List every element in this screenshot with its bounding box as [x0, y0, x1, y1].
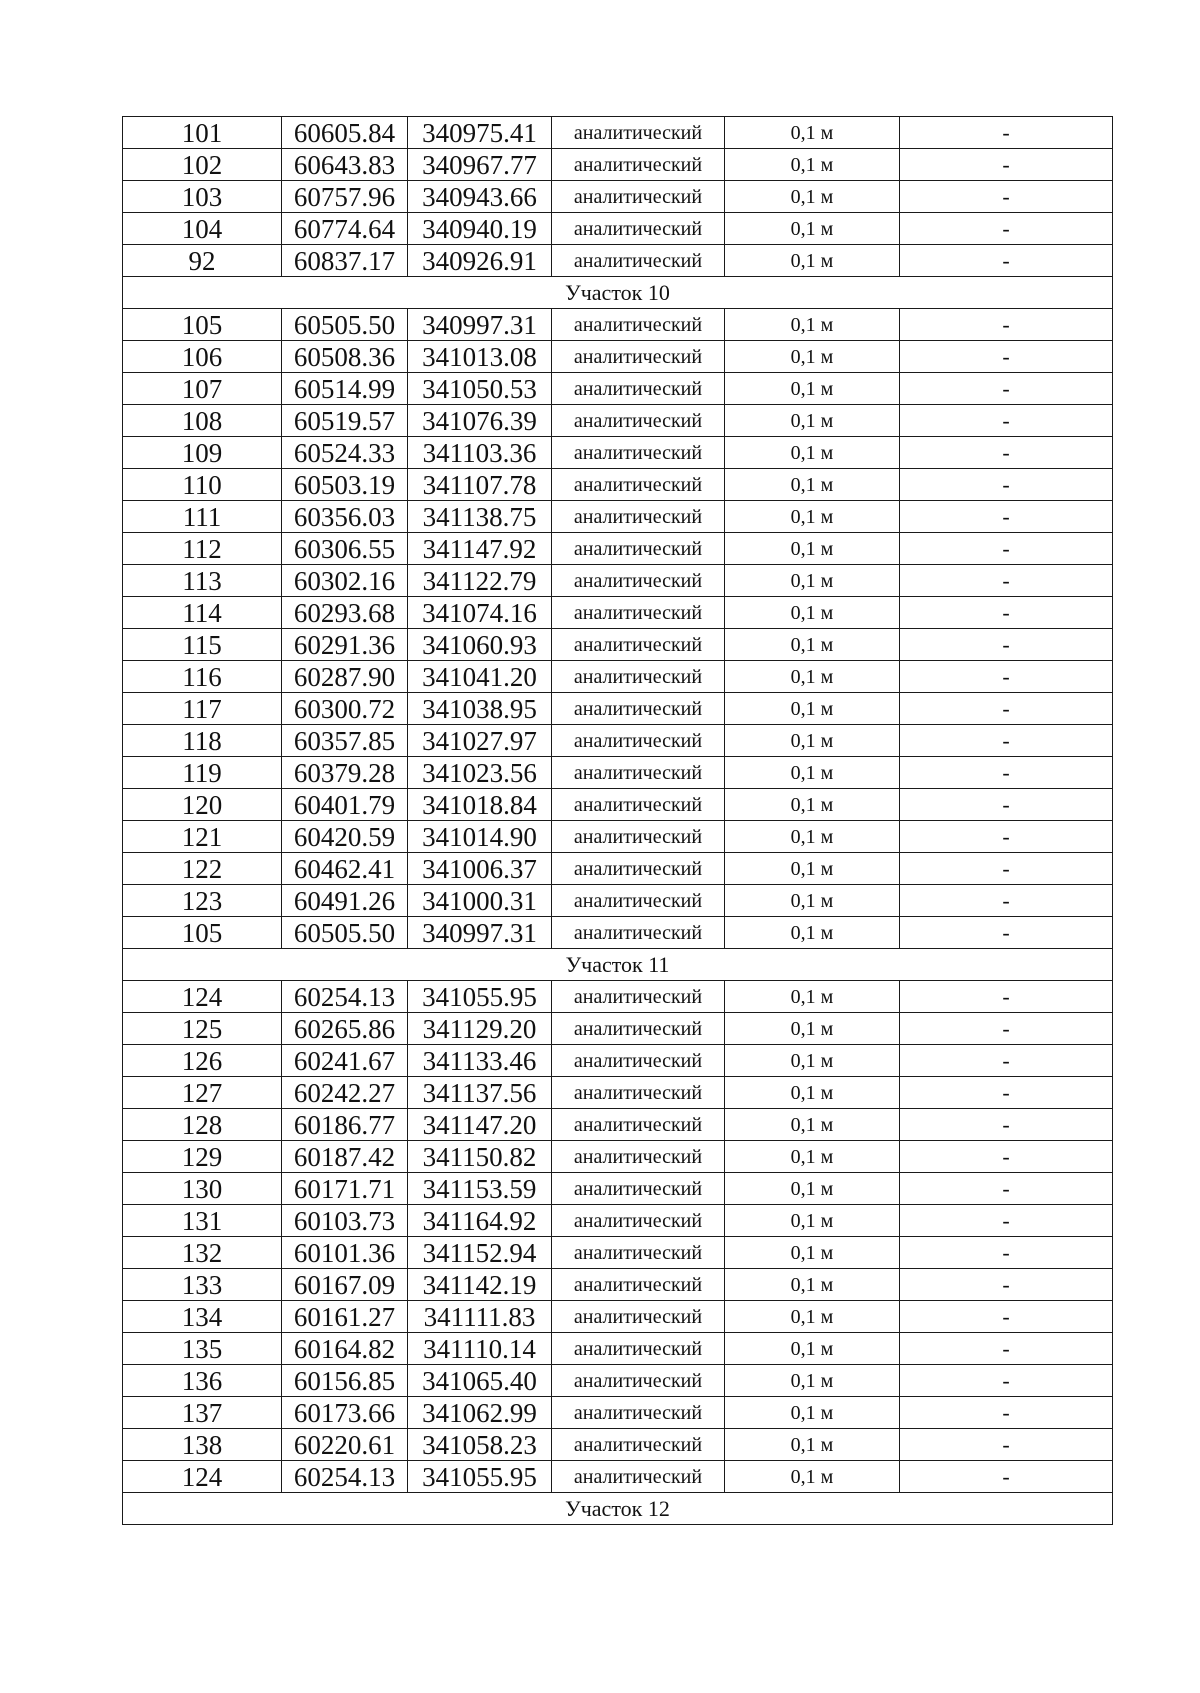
x-coordinate-cell: 60173.66 [282, 1397, 408, 1429]
accuracy-cell: 0,1 м [725, 1269, 900, 1301]
method-cell: аналитический [552, 693, 725, 725]
method-cell: аналитический [552, 1205, 725, 1237]
accuracy-cell: 0,1 м [725, 885, 900, 917]
x-coordinate-cell: 60293.68 [282, 597, 408, 629]
note-cell: - [900, 1301, 1113, 1333]
x-coordinate-cell: 60242.27 [282, 1077, 408, 1109]
table-row [123, 1173, 1113, 1205]
x-coordinate-cell: 60462.41 [282, 853, 408, 885]
note-cell: - [900, 1109, 1113, 1141]
y-coordinate-cell: 340940.19 [408, 213, 552, 245]
accuracy-cell: 0,1 м [725, 469, 900, 501]
point-number-cell: 103 [123, 181, 282, 213]
method-cell: аналитический [552, 1141, 725, 1173]
accuracy-cell: 0,1 м [725, 213, 900, 245]
table-row [123, 213, 1113, 245]
x-coordinate-cell: 60379.28 [282, 757, 408, 789]
method-cell: аналитический [552, 181, 725, 213]
point-number-cell: 125 [123, 1013, 282, 1045]
table-row [123, 1365, 1113, 1397]
y-coordinate-cell: 340943.66 [408, 181, 552, 213]
method-cell: аналитический [552, 565, 725, 597]
section-title: Участок 10 [123, 277, 1113, 309]
note-cell: - [900, 821, 1113, 853]
point-number-cell: 134 [123, 1301, 282, 1333]
method-cell: аналитический [552, 245, 725, 277]
note-cell: - [900, 853, 1113, 885]
table-row [123, 757, 1113, 789]
table-row [123, 629, 1113, 661]
x-coordinate-cell: 60774.64 [282, 213, 408, 245]
point-number-cell: 111 [123, 501, 282, 533]
table-row [123, 1269, 1113, 1301]
table-row [123, 1333, 1113, 1365]
accuracy-cell: 0,1 м [725, 309, 900, 341]
accuracy-cell: 0,1 м [725, 1205, 900, 1237]
point-number-cell: 105 [123, 917, 282, 949]
accuracy-cell: 0,1 м [725, 149, 900, 181]
table-row [123, 373, 1113, 405]
x-coordinate-cell: 60164.82 [282, 1333, 408, 1365]
note-cell: - [900, 117, 1113, 149]
accuracy-cell: 0,1 м [725, 629, 900, 661]
accuracy-cell: 0,1 м [725, 533, 900, 565]
point-number-cell: 135 [123, 1333, 282, 1365]
table-row [123, 1141, 1113, 1173]
y-coordinate-cell: 341103.36 [408, 437, 552, 469]
coordinates-table-body [123, 117, 1113, 1525]
x-coordinate-cell: 60420.59 [282, 821, 408, 853]
note-cell: - [900, 213, 1113, 245]
table-row [123, 981, 1113, 1013]
note-cell: - [900, 1333, 1113, 1365]
accuracy-cell: 0,1 м [725, 1077, 900, 1109]
note-cell: - [900, 725, 1113, 757]
x-coordinate-cell: 60519.57 [282, 405, 408, 437]
point-number-cell: 109 [123, 437, 282, 469]
point-number-cell: 120 [123, 789, 282, 821]
table-row [123, 501, 1113, 533]
accuracy-cell: 0,1 м [725, 1333, 900, 1365]
y-coordinate-cell: 340975.41 [408, 117, 552, 149]
x-coordinate-cell: 60503.19 [282, 469, 408, 501]
x-coordinate-cell: 60103.73 [282, 1205, 408, 1237]
accuracy-cell: 0,1 м [725, 1173, 900, 1205]
note-cell: - [900, 885, 1113, 917]
note-cell: - [900, 981, 1113, 1013]
method-cell: аналитический [552, 1013, 725, 1045]
method-cell: аналитический [552, 405, 725, 437]
note-cell: - [900, 501, 1113, 533]
x-coordinate-cell: 60187.42 [282, 1141, 408, 1173]
point-number-cell: 105 [123, 309, 282, 341]
method-cell: аналитический [552, 373, 725, 405]
point-number-cell: 121 [123, 821, 282, 853]
section-row [123, 277, 1113, 309]
accuracy-cell: 0,1 м [725, 725, 900, 757]
point-number-cell: 124 [123, 981, 282, 1013]
x-coordinate-cell: 60161.27 [282, 1301, 408, 1333]
note-cell: - [900, 341, 1113, 373]
x-coordinate-cell: 60643.83 [282, 149, 408, 181]
y-coordinate-cell: 341013.08 [408, 341, 552, 373]
y-coordinate-cell: 341111.83 [408, 1301, 552, 1333]
table-row [123, 149, 1113, 181]
accuracy-cell: 0,1 м [725, 117, 900, 149]
x-coordinate-cell: 60757.96 [282, 181, 408, 213]
accuracy-cell: 0,1 м [725, 821, 900, 853]
x-coordinate-cell: 60491.26 [282, 885, 408, 917]
x-coordinate-cell: 60356.03 [282, 501, 408, 533]
table-row [123, 821, 1113, 853]
x-coordinate-cell: 60241.67 [282, 1045, 408, 1077]
table-row [123, 437, 1113, 469]
note-cell: - [900, 1365, 1113, 1397]
accuracy-cell: 0,1 м [725, 1109, 900, 1141]
note-cell: - [900, 693, 1113, 725]
method-cell: аналитический [552, 757, 725, 789]
table-row [123, 309, 1113, 341]
point-number-cell: 122 [123, 853, 282, 885]
table-row [123, 181, 1113, 213]
point-number-cell: 128 [123, 1109, 282, 1141]
method-cell: аналитический [552, 789, 725, 821]
x-coordinate-cell: 60265.86 [282, 1013, 408, 1045]
x-coordinate-cell: 60254.13 [282, 981, 408, 1013]
point-number-cell: 132 [123, 1237, 282, 1269]
method-cell: аналитический [552, 597, 725, 629]
x-coordinate-cell: 60167.09 [282, 1269, 408, 1301]
y-coordinate-cell: 341055.95 [408, 981, 552, 1013]
table-row [123, 789, 1113, 821]
accuracy-cell: 0,1 м [725, 1301, 900, 1333]
coordinates-table [122, 116, 1113, 1525]
note-cell: - [900, 789, 1113, 821]
table-row [123, 1237, 1113, 1269]
method-cell: аналитический [552, 341, 725, 373]
table-row [123, 725, 1113, 757]
x-coordinate-cell: 60171.71 [282, 1173, 408, 1205]
y-coordinate-cell: 341153.59 [408, 1173, 552, 1205]
accuracy-cell: 0,1 м [725, 1429, 900, 1461]
method-cell: аналитический [552, 981, 725, 1013]
method-cell: аналитический [552, 853, 725, 885]
table-row [123, 1461, 1113, 1493]
table-row [123, 469, 1113, 501]
x-coordinate-cell: 60357.85 [282, 725, 408, 757]
point-number-cell: 118 [123, 725, 282, 757]
y-coordinate-cell: 340926.91 [408, 245, 552, 277]
note-cell: - [900, 1173, 1113, 1205]
point-number-cell: 130 [123, 1173, 282, 1205]
point-number-cell: 92 [123, 245, 282, 277]
note-cell: - [900, 533, 1113, 565]
accuracy-cell: 0,1 м [725, 1141, 900, 1173]
table-row [123, 1397, 1113, 1429]
y-coordinate-cell: 340997.31 [408, 917, 552, 949]
y-coordinate-cell: 341027.97 [408, 725, 552, 757]
y-coordinate-cell: 341060.93 [408, 629, 552, 661]
table-row [123, 405, 1113, 437]
point-number-cell: 131 [123, 1205, 282, 1237]
x-coordinate-cell: 60524.33 [282, 437, 408, 469]
point-number-cell: 117 [123, 693, 282, 725]
note-cell: - [900, 1013, 1113, 1045]
accuracy-cell: 0,1 м [725, 981, 900, 1013]
accuracy-cell: 0,1 м [725, 1237, 900, 1269]
accuracy-cell: 0,1 м [725, 1013, 900, 1045]
accuracy-cell: 0,1 м [725, 789, 900, 821]
table-row [123, 1013, 1113, 1045]
x-coordinate-cell: 60514.99 [282, 373, 408, 405]
method-cell: аналитический [552, 1077, 725, 1109]
point-number-cell: 115 [123, 629, 282, 661]
y-coordinate-cell: 341137.56 [408, 1077, 552, 1109]
point-number-cell: 129 [123, 1141, 282, 1173]
x-coordinate-cell: 60401.79 [282, 789, 408, 821]
method-cell: аналитический [552, 725, 725, 757]
note-cell: - [900, 917, 1113, 949]
table-row [123, 917, 1113, 949]
table-row [123, 1429, 1113, 1461]
y-coordinate-cell: 340997.31 [408, 309, 552, 341]
x-coordinate-cell: 60300.72 [282, 693, 408, 725]
y-coordinate-cell: 341164.92 [408, 1205, 552, 1237]
method-cell: аналитический [552, 629, 725, 661]
point-number-cell: 119 [123, 757, 282, 789]
table-row [123, 1077, 1113, 1109]
accuracy-cell: 0,1 м [725, 181, 900, 213]
note-cell: - [900, 757, 1113, 789]
y-coordinate-cell: 341152.94 [408, 1237, 552, 1269]
note-cell: - [900, 437, 1113, 469]
x-coordinate-cell: 60505.50 [282, 917, 408, 949]
y-coordinate-cell: 341074.16 [408, 597, 552, 629]
x-coordinate-cell: 60505.50 [282, 309, 408, 341]
section-row [123, 949, 1113, 981]
y-coordinate-cell: 340967.77 [408, 149, 552, 181]
accuracy-cell: 0,1 м [725, 597, 900, 629]
method-cell: аналитический [552, 437, 725, 469]
section-title: Участок 11 [123, 949, 1113, 981]
y-coordinate-cell: 341018.84 [408, 789, 552, 821]
method-cell: аналитический [552, 149, 725, 181]
accuracy-cell: 0,1 м [725, 405, 900, 437]
method-cell: аналитический [552, 885, 725, 917]
table-row [123, 1205, 1113, 1237]
table-row [123, 533, 1113, 565]
note-cell: - [900, 1141, 1113, 1173]
y-coordinate-cell: 341110.14 [408, 1333, 552, 1365]
y-coordinate-cell: 341107.78 [408, 469, 552, 501]
method-cell: аналитический [552, 1333, 725, 1365]
point-number-cell: 102 [123, 149, 282, 181]
method-cell: аналитический [552, 1365, 725, 1397]
point-number-cell: 123 [123, 885, 282, 917]
table-row [123, 885, 1113, 917]
method-cell: аналитический [552, 661, 725, 693]
accuracy-cell: 0,1 м [725, 437, 900, 469]
y-coordinate-cell: 341050.53 [408, 373, 552, 405]
accuracy-cell: 0,1 м [725, 373, 900, 405]
note-cell: - [900, 565, 1113, 597]
y-coordinate-cell: 341062.99 [408, 1397, 552, 1429]
note-cell: - [900, 309, 1113, 341]
note-cell: - [900, 597, 1113, 629]
x-coordinate-cell: 60291.36 [282, 629, 408, 661]
note-cell: - [900, 1461, 1113, 1493]
note-cell: - [900, 1397, 1113, 1429]
y-coordinate-cell: 341076.39 [408, 405, 552, 437]
table-row [123, 693, 1113, 725]
note-cell: - [900, 1237, 1113, 1269]
point-number-cell: 136 [123, 1365, 282, 1397]
accuracy-cell: 0,1 м [725, 1397, 900, 1429]
method-cell: аналитический [552, 917, 725, 949]
x-coordinate-cell: 60186.77 [282, 1109, 408, 1141]
table-row [123, 1301, 1113, 1333]
table-row [123, 597, 1113, 629]
note-cell: - [900, 1205, 1113, 1237]
point-number-cell: 126 [123, 1045, 282, 1077]
method-cell: аналитический [552, 1429, 725, 1461]
point-number-cell: 107 [123, 373, 282, 405]
x-coordinate-cell: 60306.55 [282, 533, 408, 565]
method-cell: аналитический [552, 1173, 725, 1205]
point-number-cell: 137 [123, 1397, 282, 1429]
method-cell: аналитический [552, 821, 725, 853]
accuracy-cell: 0,1 м [725, 245, 900, 277]
point-number-cell: 106 [123, 341, 282, 373]
note-cell: - [900, 1045, 1113, 1077]
x-coordinate-cell: 60302.16 [282, 565, 408, 597]
table-row [123, 565, 1113, 597]
note-cell: - [900, 469, 1113, 501]
point-number-cell: 110 [123, 469, 282, 501]
x-coordinate-cell: 60837.17 [282, 245, 408, 277]
accuracy-cell: 0,1 м [725, 693, 900, 725]
method-cell: аналитический [552, 213, 725, 245]
method-cell: аналитический [552, 1397, 725, 1429]
point-number-cell: 113 [123, 565, 282, 597]
section-row [123, 1493, 1113, 1525]
note-cell: - [900, 149, 1113, 181]
accuracy-cell: 0,1 м [725, 661, 900, 693]
point-number-cell: 138 [123, 1429, 282, 1461]
y-coordinate-cell: 341065.40 [408, 1365, 552, 1397]
note-cell: - [900, 629, 1113, 661]
point-number-cell: 114 [123, 597, 282, 629]
method-cell: аналитический [552, 533, 725, 565]
accuracy-cell: 0,1 м [725, 565, 900, 597]
y-coordinate-cell: 341006.37 [408, 853, 552, 885]
point-number-cell: 104 [123, 213, 282, 245]
accuracy-cell: 0,1 м [725, 1461, 900, 1493]
note-cell: - [900, 1269, 1113, 1301]
x-coordinate-cell: 60156.85 [282, 1365, 408, 1397]
accuracy-cell: 0,1 м [725, 757, 900, 789]
point-number-cell: 133 [123, 1269, 282, 1301]
accuracy-cell: 0,1 м [725, 853, 900, 885]
method-cell: аналитический [552, 1045, 725, 1077]
x-coordinate-cell: 60101.36 [282, 1237, 408, 1269]
x-coordinate-cell: 60254.13 [282, 1461, 408, 1493]
note-cell: - [900, 181, 1113, 213]
table-row [123, 1045, 1113, 1077]
y-coordinate-cell: 341038.95 [408, 693, 552, 725]
point-number-cell: 127 [123, 1077, 282, 1109]
x-coordinate-cell: 60287.90 [282, 661, 408, 693]
y-coordinate-cell: 341055.95 [408, 1461, 552, 1493]
note-cell: - [900, 245, 1113, 277]
note-cell: - [900, 661, 1113, 693]
method-cell: аналитический [552, 469, 725, 501]
point-number-cell: 101 [123, 117, 282, 149]
method-cell: аналитический [552, 1109, 725, 1141]
section-title: Участок 12 [123, 1493, 1113, 1525]
y-coordinate-cell: 341058.23 [408, 1429, 552, 1461]
y-coordinate-cell: 341150.82 [408, 1141, 552, 1173]
x-coordinate-cell: 60220.61 [282, 1429, 408, 1461]
table-row [123, 661, 1113, 693]
y-coordinate-cell: 341129.20 [408, 1013, 552, 1045]
table-row [123, 1109, 1113, 1141]
method-cell: аналитический [552, 309, 725, 341]
note-cell: - [900, 405, 1113, 437]
method-cell: аналитический [552, 117, 725, 149]
method-cell: аналитический [552, 501, 725, 533]
y-coordinate-cell: 341023.56 [408, 757, 552, 789]
accuracy-cell: 0,1 м [725, 917, 900, 949]
y-coordinate-cell: 341014.90 [408, 821, 552, 853]
y-coordinate-cell: 341147.92 [408, 533, 552, 565]
note-cell: - [900, 1077, 1113, 1109]
y-coordinate-cell: 341142.19 [408, 1269, 552, 1301]
accuracy-cell: 0,1 м [725, 1365, 900, 1397]
y-coordinate-cell: 341133.46 [408, 1045, 552, 1077]
table-row [123, 117, 1113, 149]
y-coordinate-cell: 341041.20 [408, 661, 552, 693]
accuracy-cell: 0,1 м [725, 341, 900, 373]
y-coordinate-cell: 341147.20 [408, 1109, 552, 1141]
x-coordinate-cell: 60508.36 [282, 341, 408, 373]
table-row [123, 245, 1113, 277]
table-row [123, 341, 1113, 373]
point-number-cell: 116 [123, 661, 282, 693]
accuracy-cell: 0,1 м [725, 1045, 900, 1077]
table-row [123, 853, 1113, 885]
point-number-cell: 108 [123, 405, 282, 437]
method-cell: аналитический [552, 1301, 725, 1333]
x-coordinate-cell: 60605.84 [282, 117, 408, 149]
note-cell: - [900, 1429, 1113, 1461]
point-number-cell: 124 [123, 1461, 282, 1493]
y-coordinate-cell: 341138.75 [408, 501, 552, 533]
y-coordinate-cell: 341122.79 [408, 565, 552, 597]
method-cell: аналитический [552, 1461, 725, 1493]
method-cell: аналитический [552, 1269, 725, 1301]
y-coordinate-cell: 341000.31 [408, 885, 552, 917]
note-cell: - [900, 373, 1113, 405]
point-number-cell: 112 [123, 533, 282, 565]
accuracy-cell: 0,1 м [725, 501, 900, 533]
method-cell: аналитический [552, 1237, 725, 1269]
